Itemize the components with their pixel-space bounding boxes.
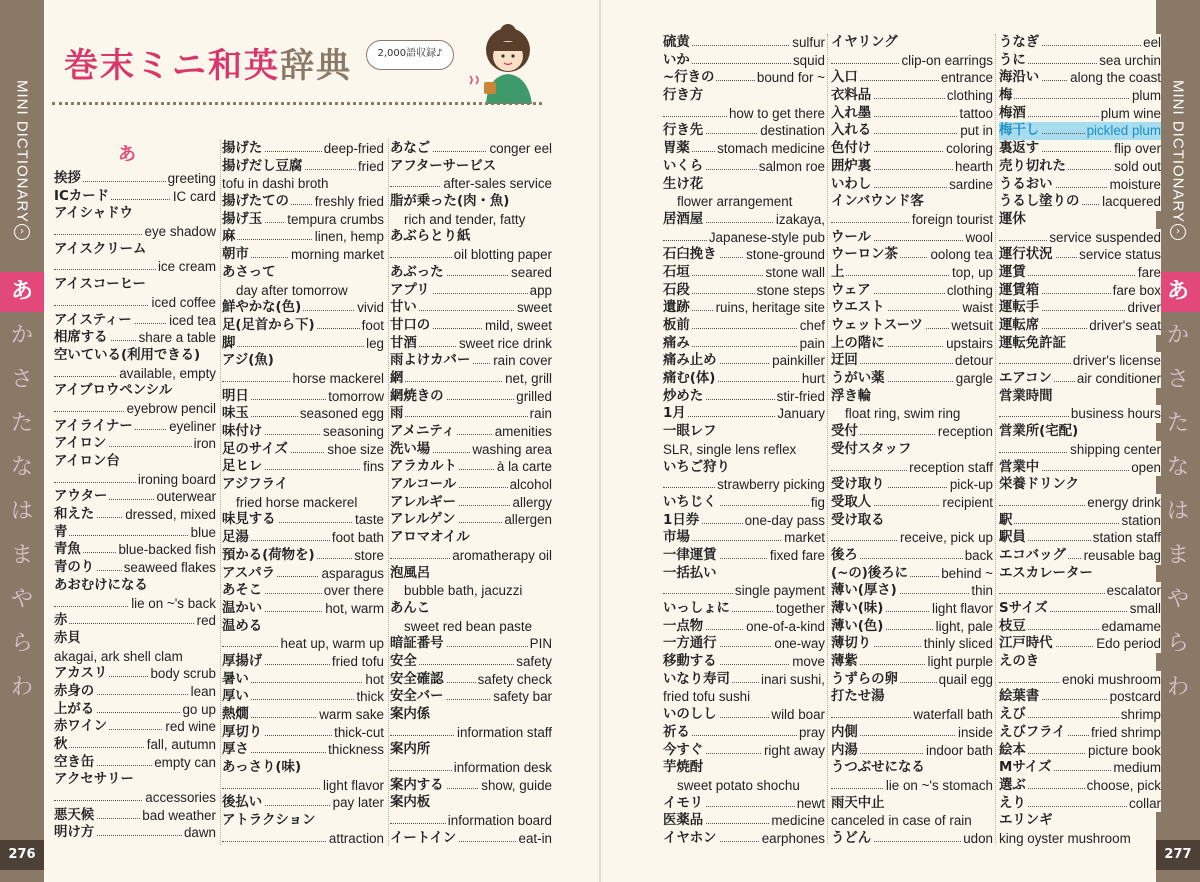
dictionary-entry: 入れる put in [831, 123, 993, 139]
dictionary-entry: 石臼挽き stone-ground [663, 247, 825, 263]
dictionary-entry: iced coffee [54, 294, 216, 312]
kana-tab-3[interactable]: さ [10, 367, 33, 392]
dictionary-entry: 暗証番号 PIN [390, 636, 552, 652]
dictionary-entry: ICカード IC card [54, 188, 216, 204]
dictionary-entry: 絵本 picture book [999, 742, 1161, 758]
dictionary-entry: 足(足首から下) foot [222, 317, 384, 333]
dictionary-entry: 痛む(体) hurt [663, 371, 825, 387]
dictionary-entry: information board [390, 812, 552, 830]
dictionary-entry: sweet red bean paste [404, 618, 533, 634]
dictionary-entry: アトラクション [222, 813, 316, 829]
kana-tab-6[interactable]: は [1166, 499, 1189, 524]
dictionary-entry: clip-on earrings [831, 52, 993, 70]
dictionary-entry: 挨拶 greeting [54, 171, 216, 186]
dictionary-entry: 痛み pain [663, 335, 825, 351]
dictionary-entry: 足のサイズ shoe size [222, 441, 384, 457]
mini-dictionary-label: MINI DICTIONARY [13, 80, 31, 224]
dictionary-entry: 赤 red [54, 613, 216, 629]
dictionary-entry: 味玉 seasoned egg [222, 406, 384, 422]
dictionary-entry: tofu in dashi broth [222, 176, 329, 192]
dictionary-entry: いっしょに together [663, 601, 825, 616]
dictionary-entry: 温かい hot, warm [222, 600, 384, 616]
kana-tab-8[interactable]: や [10, 587, 33, 612]
dictionary-entry: えび shrimp [999, 707, 1161, 723]
dictionary-entry: receive, pick up [831, 529, 993, 547]
dictionary-entry: 暑い hot [222, 671, 384, 687]
dictionary-entry: アレルギー allergy [390, 494, 552, 510]
dictionary-entry: 網 net, grill [390, 370, 552, 386]
dictionary-entry: エリンギ [999, 813, 1053, 829]
dictionary-entry: foreign tourist [831, 211, 993, 229]
column-1 [54, 140, 216, 842]
dictionary-entry: 石段 stone steps [663, 282, 825, 298]
dictionary-entry: 厚い thick [222, 689, 384, 705]
dictionary-entry: 脂が乗った(肉・魚) [390, 194, 510, 210]
dictionary-entry: うがい薬 gargle [831, 371, 993, 387]
dictionary-entry: 薄切り thinly sliced [831, 636, 993, 652]
column-6 [999, 34, 1161, 848]
dictionary-entry: Sサイズ small [999, 601, 1161, 616]
dictionary-entry: after-sales service [390, 175, 552, 193]
dictionary-entry: 青のり seaweed flakes [54, 560, 216, 576]
dictionary-entry: eye shadow [54, 223, 216, 241]
dictionary-entry: 営業時間 [999, 388, 1053, 404]
dictionary-entry: horse mackerel [222, 370, 384, 388]
dictionary-entry: 洗い場 washing area [390, 441, 552, 457]
dictionary-entry: 空き缶 empty can [54, 754, 216, 770]
dictionary-entry: 雨よけカバー rain cover [390, 353, 552, 369]
dictionary-entry: 芋焼酎 [663, 760, 704, 776]
dictionary-entry: lie on ~'s stomach [831, 777, 993, 795]
dictionary-entry: うに sea urchin [999, 52, 1161, 68]
dictionary-entry: ウエスト waist [831, 300, 993, 316]
left-index-tab [0, 0, 44, 882]
dictionary-entry: 和えた dressed, mixed [54, 507, 216, 523]
dictionary-entry: 石垣 stone wall [663, 264, 825, 280]
kana-tab-2[interactable]: か [10, 323, 33, 348]
dictionary-entry: 一括払い [663, 565, 717, 581]
dictionary-entry: 青魚 blue-backed fish [54, 542, 216, 558]
right-index-tab [1156, 0, 1200, 882]
dictionary-entry: 梅 plum [999, 88, 1161, 104]
dictionary-entry: 薄い(色) light, pale [831, 618, 993, 634]
dictionary-entry: アイロン iron [54, 436, 216, 452]
dictionary-entry: 遺跡 ruins, heritage site [663, 300, 825, 316]
dictionary-entry: heat up, warm up [222, 635, 384, 653]
kana-tab-3[interactable]: さ [1166, 367, 1189, 392]
dictionary-entry: 安全バー safety bar [390, 689, 552, 705]
page-number-left: 276 [0, 840, 44, 870]
dictionary-entry: akagai, ark shell clam [54, 648, 183, 664]
dictionary-entry: 行き方 [663, 88, 704, 104]
dictionary-entry: 上の階に upstairs [831, 335, 993, 351]
kana-tab-9[interactable]: ら [10, 631, 33, 656]
dictionary-entry: アフターサービス [390, 158, 497, 174]
dictionary-entry: アジ(魚) [222, 353, 274, 369]
dictionary-entry: あおむけになる [54, 577, 148, 593]
mascot-illustration [462, 24, 542, 104]
dictionary-entry: 相席する share a table [54, 330, 216, 346]
dictionary-entry: 後ろ back [831, 547, 993, 563]
dictionary-entry: 入口 entrance [831, 70, 993, 86]
dictionary-entry: 選ぶ choose, pick [999, 777, 1161, 793]
dictionary-entry: attraction [222, 830, 384, 848]
dictionary-entry: enoki mushroom [999, 671, 1161, 689]
dictionary-entry: 梅酒 plum wine [999, 105, 1161, 121]
dictionary-entry: うるし塗りの lacquered [999, 194, 1161, 210]
dictionary-entry: 梅干し pickled plum [999, 123, 1161, 139]
dictionary-entry: 衣料品 clothing [831, 88, 993, 104]
dictionary-entry: 悪天候 bad weather [54, 807, 216, 823]
dictionary-entry: うつぶせになる [831, 760, 925, 776]
kana-tab-10[interactable]: わ [10, 675, 33, 700]
right-page [601, 0, 1161, 882]
dictionary-entry: 一方通行 one-way [663, 636, 825, 652]
dictionary-entry: 揚げだし豆腐 fried [222, 158, 384, 174]
dictionary-entry: エアコン air conditioner [999, 371, 1161, 387]
dictionary-entry: アロマオイル [390, 530, 470, 546]
dictionary-entry: 味見する taste [222, 512, 384, 528]
column-2 [222, 140, 384, 848]
dictionary-entry: 駅 station [999, 512, 1161, 528]
dictionary-entry: 行き先 destination [663, 123, 825, 139]
kana-tab-1[interactable]: あ [0, 272, 44, 312]
dictionary-entry: 絵葉書 postcard [999, 689, 1161, 705]
dictionary-entry: 熱燗 warm sake [222, 707, 384, 722]
kana-tab-9[interactable]: ら [1166, 631, 1189, 656]
chevron-down-icon: › [1170, 224, 1186, 240]
dictionary-entry: sweet potato shochu [677, 777, 800, 793]
dictionary-entry: 祈る pray [663, 724, 825, 740]
dictionary-entry: あぶった seared [390, 264, 552, 280]
dictionary-entry: うどん udon [831, 830, 993, 846]
dictionary-entry: エスカレーター [999, 565, 1093, 581]
dictionary-entry: accessories [54, 789, 216, 807]
dictionary-entry: 内湯 indoor bath [831, 742, 993, 758]
dictionary-entry: energy drink [999, 494, 1161, 512]
dictionary-entry: 明日 tomorrow [222, 388, 384, 404]
dictionary-entry: 打たせ湯 [831, 689, 885, 705]
dictionary-entry: driver's license [999, 352, 1161, 370]
dictionary-entry: ウェア clothing [831, 282, 993, 298]
dictionary-entry: えびフライ fried shrimp [999, 724, 1161, 740]
dictionary-entry: アプリ app [390, 282, 552, 298]
dictionary-entry: 市場 market [663, 530, 825, 546]
dictionary-entry: いちじく fig [663, 494, 825, 510]
dictionary-entry: 運転免許証 [999, 335, 1066, 351]
dictionary-entry: 足ヒレ fins [222, 459, 384, 475]
dictionary-entry: 炒めた stir-fried [663, 388, 825, 404]
dictionary-entry: 居酒屋 izakaya, [663, 211, 825, 227]
dictionary-entry: 運休 [999, 211, 1026, 227]
column-5 [831, 34, 993, 848]
dictionary-entry: 案内所 [390, 742, 431, 758]
dictionary-entry: ice cream [54, 258, 216, 276]
dictionary-entry: 内側 inside [831, 724, 993, 740]
dictionary-entry: Japanese-style pub [663, 229, 825, 247]
dictionary-entry: イヤホン earphones [663, 830, 825, 846]
dictionary-entry: 囲炉裏 hearth [831, 158, 993, 174]
dictionary-entry: 痛み止め painkiller [663, 353, 825, 369]
dictionary-entry: イートイン eat-in [390, 830, 552, 846]
dictionary-entry: 揚げ玉 tempura crumbs [222, 211, 384, 227]
dictionary-entry: 案内する show, guide [390, 777, 552, 793]
kana-tab-8[interactable]: や [1166, 587, 1189, 612]
dictionary-entry: light flavor [222, 777, 384, 795]
dictionary-entry: 上 top, up [831, 264, 993, 280]
dictionary-entry: 今すぐ right away [663, 742, 825, 758]
dictionary-entry: 栄養ドリンク [999, 477, 1080, 493]
dictionary-entry: eyebrow pencil [54, 400, 216, 418]
dictionary-entry: 色付け coloring [831, 141, 993, 157]
dictionary-entry: 一眼レフ [663, 424, 717, 440]
kana-tab-4[interactable]: た [1166, 411, 1189, 436]
chevron-down-icon: › [14, 224, 30, 240]
dictionary-entry: (~の)後ろに behind ~ [831, 565, 993, 581]
dictionary-entry: アカスリ body scrub [54, 666, 216, 682]
dictionary-entry: 売り切れた sold out [999, 158, 1161, 174]
dictionary-entry: 薄紫 light purple [831, 654, 993, 670]
kana-tab-7[interactable]: ま [10, 543, 33, 568]
kana-tab-5[interactable]: な [1166, 455, 1189, 480]
dictionary-entry: 温める [222, 618, 263, 634]
dictionary-entry: 運転手 driver [999, 300, 1161, 316]
dictionary-entry: ウーロン茶 oolong tea [831, 247, 993, 263]
dictionary-entry: shipping center [999, 441, 1161, 459]
dictionary-entry: 泡風呂 [390, 565, 431, 581]
dictionary-entry: インバウンド客 [831, 194, 924, 210]
dictionary-entry: エコバッグ reusable bag [999, 547, 1161, 563]
dictionary-entry: information staff [390, 724, 552, 742]
dictionary-entry: 運賃 fare [999, 264, 1161, 280]
dictionary-entry: 赤ワイン red wine [54, 719, 216, 735]
dictionary-entry: あなご conger eel [390, 141, 552, 156]
dictionary-entry: 青 blue [54, 524, 216, 540]
dictionary-entry: 一点物 one-of-a-kind [663, 618, 825, 634]
dictionary-entry: 味付け seasoning [222, 424, 384, 439]
dictionary-entry: 運賃箱 fare box [999, 282, 1161, 298]
dictionary-entry: 揚げたての freshly fried [222, 194, 384, 210]
dictionary-entry: 駅員 station staff [999, 530, 1161, 546]
dictionary-entry: 甘口の mild, sweet [390, 317, 552, 333]
dictionary-entry: 運転席 driver's seat [999, 318, 1161, 333]
dictionary-entry: information desk [390, 759, 552, 777]
dictionary-entry: いなり寿司 inari sushi, [663, 671, 825, 687]
dictionary-entry: あぶらとり紙 [390, 229, 471, 245]
dictionary-entry: 生け花 [663, 176, 704, 192]
dictionary-entry: available, empty [54, 365, 216, 383]
dictionary-entry: アルコール alcohol [390, 477, 552, 493]
dictionary-entry: アラカルト à la carte [390, 459, 552, 475]
dictionary-entry: bubble bath, jacuzzi [404, 583, 523, 599]
dictionary-entry: ~行きの bound for ~ [663, 70, 825, 86]
dictionary-entry: イヤリング [831, 35, 898, 50]
dictionary-entry: 厚切り thick-cut [222, 724, 384, 740]
dictionary-entry: 明け方 dawn [54, 825, 216, 841]
dictionary-entry: アイシャドウ [54, 206, 133, 222]
dictionary-entry: ironing board [54, 471, 216, 489]
dictionary-entry: えり collar [999, 795, 1161, 811]
dictionary-entry: アメニティ amenities [390, 424, 552, 439]
kana-tab-6[interactable]: は [10, 499, 33, 524]
dictionary-entry: 受取人 recipient [831, 494, 993, 510]
column-3 [390, 140, 552, 848]
dictionary-entry: SLR, single lens reflex [663, 441, 797, 457]
dictionary-entry: 安全確認 safety check [390, 671, 552, 687]
dictionary-entry: 安全 safety [390, 653, 552, 669]
dictionary-entry: strawberry picking [663, 476, 825, 494]
dictionary-entry: アスパラ asparagus [222, 565, 384, 581]
dictionary-entry: 1日券 one-day pass [663, 512, 825, 528]
dictionary-entry: いのしし wild boar [663, 707, 825, 723]
dictionary-entry: king oyster mushroom [999, 830, 1131, 846]
dictionary-entry: lie on ~'s back [54, 595, 216, 613]
dictionary-entry: 麻 linen, hemp [222, 229, 384, 245]
dictionary-entry: 受け取り pick-up [831, 477, 993, 493]
column-4 [663, 34, 825, 848]
dictionary-entry: Mサイズ medium [999, 760, 1161, 776]
dictionary-entry: rich and tender, fatty [404, 211, 526, 227]
kana-tab-2[interactable]: か [1166, 323, 1189, 348]
dictionary-entry: 脚 leg [222, 335, 384, 351]
dictionary-entry: 裏返す flip over [999, 141, 1161, 157]
dictionary-entry: float ring, swim ring [845, 406, 961, 422]
dictionary-entry: 一律運賃 fixed fare [663, 547, 825, 563]
dictionary-entry: 秋 fall, autumn [54, 737, 216, 752]
dictionary-entry: 板前 chef [663, 318, 825, 333]
dictionary-entry: あっさり(味) [222, 760, 302, 776]
dictionary-entry: アウター outerwear [54, 489, 216, 505]
dictionary-entry: えのき [999, 654, 1040, 670]
left-page [44, 0, 599, 882]
dictionary-entry: あそこ over there [222, 583, 384, 599]
dictionary-entry: 足湯 foot bath [222, 530, 384, 546]
dictionary-entry: うずらの卵 quail egg [831, 671, 993, 687]
dictionary-entry: 厚揚げ fried tofu [222, 653, 384, 669]
dictionary-entry: 硫黄 sulfur [663, 35, 825, 50]
dictionary-entry: service suspended [999, 229, 1161, 247]
dictionary-entry: 海沿い along the coast [999, 70, 1161, 86]
dictionary-entry: escalator [999, 582, 1161, 600]
dictionary-entry: 胃薬 stomach medicine [663, 141, 825, 157]
dictionary-entry: アイブロウペンシル [54, 383, 173, 399]
dictionary-entry: 運行状況 service status [999, 247, 1161, 263]
dictionary-entry: 薄い(厚さ) thin [831, 583, 993, 599]
dictionary-entry: aromatherapy oil [390, 547, 552, 565]
dictionary-entry: business hours [999, 405, 1161, 423]
dictionary-entry: いか squid [663, 52, 825, 68]
dictionary-entry: day after tomorrow [236, 282, 348, 298]
dictionary-entry: 案内係 [390, 707, 431, 722]
dictionary-entry: 入れ墨 tattoo [831, 105, 993, 121]
dictionary-entry: reception staff [831, 459, 993, 477]
dictionary-entry: 空いている(利用できる) [54, 347, 201, 363]
dictionary-entry: アイスクリーム [54, 241, 147, 257]
section-heading: あ [118, 144, 136, 165]
dictionary-entry: 甘酒 sweet rice drink [390, 335, 552, 351]
dictionary-entry: flower arrangement [677, 194, 793, 210]
dictionary-entry: 迂回 detour [831, 353, 993, 369]
dictionary-entry: 医薬品 medicine [663, 813, 825, 829]
kana-tab-5[interactable]: な [10, 455, 33, 480]
page-number-right: 277 [1156, 840, 1200, 870]
dictionary-entry: 赤身の lean [54, 683, 216, 699]
page-title: 巻末ミニ和英辞典 [64, 46, 352, 86]
kana-tab-7[interactable]: ま [1166, 543, 1189, 568]
dictionary-entry: 枝豆 edamame [999, 618, 1161, 634]
kana-tab-10[interactable]: わ [1166, 675, 1189, 700]
dictionary-entry: 朝市 morning market [222, 247, 384, 263]
dictionary-entry: うなぎ eel [999, 35, 1161, 50]
dictionary-entry: アイスティー iced tea [54, 312, 216, 328]
entry-count-bubble: 2,000語収録♪ [366, 40, 454, 70]
dictionary-entry: 後払い pay later [222, 795, 384, 811]
dictionary-entry: 鮮やかな(色) vivid [222, 300, 384, 316]
dictionary-entry: いちご狩り [663, 459, 730, 475]
dictionary-entry: 受け取る [831, 512, 885, 528]
dictionary-entry: 雨 rain [390, 406, 552, 422]
dictionary-entry: イモリ newt [663, 795, 825, 811]
dictionary-entry: 江戸時代 Edo period [999, 636, 1161, 652]
dictionary-entry: アジフライ [222, 477, 289, 493]
dictionary-entry: 網焼きの grilled [390, 388, 552, 404]
dictionary-entry: fried horse mackerel [236, 494, 358, 510]
dictionary-entry: あさって [222, 264, 276, 280]
dictionary-entry: アクセサリー [54, 772, 134, 788]
dictionary-entry: うるおい moisture [999, 176, 1161, 192]
dictionary-entry: アレルゲン allergen [390, 512, 552, 528]
dictionary-entry: アイライナー eyeliner [54, 418, 216, 434]
dictionary-entry: oil blotting paper [390, 246, 552, 264]
title-divider [52, 98, 542, 105]
dictionary-entry: アイロン台 [54, 454, 120, 469]
dictionary-entry: 案内板 [390, 795, 431, 811]
kana-tab-4[interactable]: た [10, 411, 33, 436]
dictionary-entry: ウール wool [831, 229, 993, 245]
mini-dictionary-label: MINI DICTIONARY [1169, 80, 1187, 224]
dictionary-entry: いわし sardine [831, 176, 993, 192]
dictionary-entry: 受付スタッフ [831, 441, 912, 457]
dictionary-entry: 預かる(荷物を) store [222, 547, 384, 563]
dictionary-entry: 甘い sweet [390, 300, 552, 316]
dictionary-entry: 移動する move [663, 654, 825, 670]
dictionary-entry: waterfall bath [831, 706, 993, 724]
dictionary-entry: 雨天中止 [831, 795, 885, 811]
dictionary-entry: あんこ [390, 600, 431, 616]
dictionary-entry: 1月 January [663, 406, 825, 422]
dictionary-entry: 受付 reception [831, 424, 993, 440]
dictionary-entry: single payment [663, 582, 825, 600]
kana-tab-1[interactable]: あ [1156, 272, 1200, 312]
dictionary-entry: 揚げた deep-fried [222, 141, 384, 156]
dictionary-entry: 浮き輪 [831, 388, 872, 404]
dictionary-entry: 上がる go up [54, 701, 216, 717]
dictionary-entry: 赤貝 [54, 630, 81, 646]
dictionary-entry: 厚さ thickness [222, 742, 384, 758]
dictionary-entry: ウェットスーツ wetsuit [831, 318, 993, 333]
dictionary-entry: アイスコーヒー [54, 277, 146, 293]
dictionary-entry: 薄い(味) light flavor [831, 601, 993, 616]
dictionary-entry: 営業中 open [999, 459, 1161, 475]
dictionary-entry: いくら salmon roe [663, 158, 825, 174]
dictionary-entry: 営業所(宅配) [999, 424, 1079, 440]
dictionary-entry: fried tofu sushi [663, 689, 751, 705]
dictionary-entry: how to get there [663, 105, 825, 123]
dictionary-entry: canceled in case of rain [831, 813, 972, 829]
